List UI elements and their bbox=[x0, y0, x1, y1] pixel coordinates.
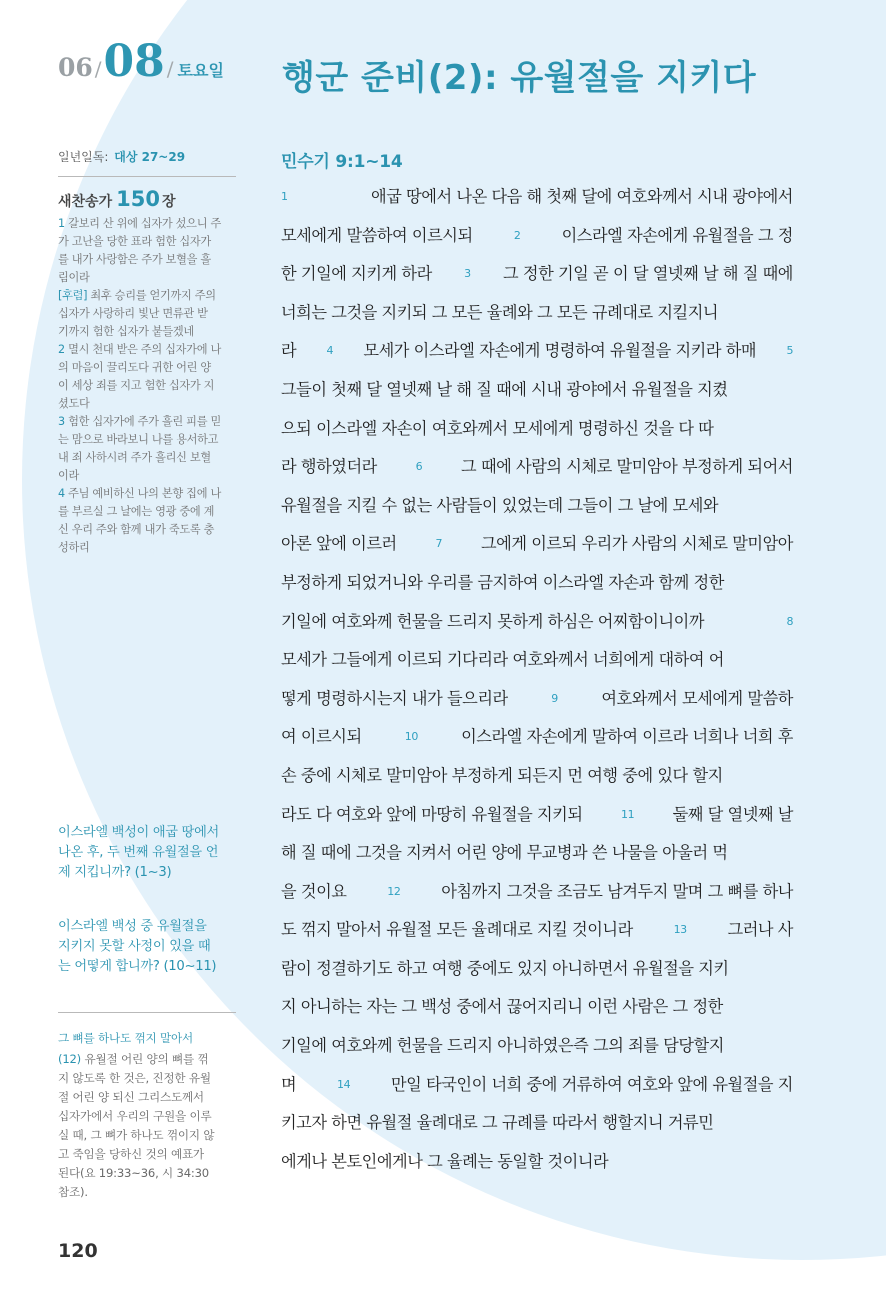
note-body-line: 절 어린 양 되신 그리스도께서 bbox=[58, 1090, 204, 1104]
hymn-line bbox=[58, 215, 236, 233]
hymn-line bbox=[58, 395, 236, 413]
scripture-line bbox=[281, 603, 793, 642]
annual-reading bbox=[58, 148, 236, 177]
page-number: 120 bbox=[58, 1240, 98, 1262]
scripture-text: 라도 다 여호와 앞에 마땅히 유월절을 지키되 bbox=[281, 804, 588, 824]
scripture-text: 그러나 사 bbox=[722, 920, 793, 940]
note-body-line: 된다(요 19:33~36, 시 34:30 bbox=[58, 1166, 209, 1180]
hymn-line bbox=[58, 323, 236, 341]
note-heading-line: (12) bbox=[58, 1052, 81, 1066]
scripture-line bbox=[281, 410, 793, 449]
verse-number: 11 bbox=[621, 807, 635, 821]
scripture-text: 에게나 본토인에게나 그 율례는 동일할 것이니라 bbox=[281, 1151, 609, 1171]
hymn-line-text: 십자가 사랑하리 빛난 면류관 받 bbox=[58, 307, 208, 320]
hymn-line-text: 성하리 bbox=[58, 541, 90, 554]
hymn-line-text: 최후 승리를 얻기까지 주의 bbox=[87, 289, 216, 302]
scripture-line bbox=[281, 988, 793, 1027]
scripture-text: 모세에게 말씀하여 이르시되 bbox=[281, 225, 478, 245]
scripture-line bbox=[281, 680, 793, 719]
note-body-line: 실 때, 그 뼈가 하나도 꺾이지 않 bbox=[58, 1128, 215, 1142]
scripture-line bbox=[281, 718, 793, 757]
hymn-line bbox=[58, 377, 236, 395]
hymn-line bbox=[58, 341, 236, 359]
hymn-number: 150 bbox=[116, 187, 160, 211]
hymn-line-text: 이 세상 죄를 지고 험한 십자가 지 bbox=[58, 379, 215, 392]
hymn-heading bbox=[58, 187, 236, 211]
scripture-line bbox=[281, 371, 793, 410]
verse-number: 8 bbox=[786, 614, 793, 628]
scripture-line bbox=[281, 1027, 793, 1066]
question-line: 제 지킵니까? (1~3) bbox=[58, 865, 172, 880]
date-month: 06 bbox=[58, 53, 93, 82]
note-body-line: 참조). bbox=[58, 1185, 88, 1199]
scripture-text: 기일에 여호와께 헌물을 드리지 못하게 하심은 어찌함이니이까 bbox=[281, 611, 709, 631]
scripture-line bbox=[281, 487, 793, 526]
date-weekday: 토요일 bbox=[177, 61, 224, 80]
scripture-text: 한 기일에 지키게 하라 bbox=[281, 264, 437, 284]
page-title: 행군 준비(2): 유월절을 지키다 bbox=[282, 58, 757, 98]
hymn-line-text: 셨도다 bbox=[58, 397, 90, 410]
annual-reading-label: 일년일독: bbox=[58, 150, 109, 164]
scripture-text: 그 때에 사람의 시체로 말미암아 부정하게 되어서 bbox=[456, 457, 793, 477]
hymn-line bbox=[58, 449, 236, 467]
hymn-line bbox=[58, 431, 236, 449]
scripture-text: 라 행하였더라 bbox=[281, 457, 382, 477]
hymn-verse-number: [후렴] bbox=[58, 289, 88, 302]
hymn-line-text: 주님 예비하신 나의 본향 집에 나 bbox=[64, 487, 221, 500]
verse-number: 3 bbox=[464, 267, 471, 281]
scripture-line bbox=[281, 564, 793, 603]
sidebar bbox=[58, 148, 236, 557]
scripture-line bbox=[281, 1104, 793, 1143]
question-1 bbox=[58, 823, 238, 883]
hymn-line-text: 갈보리 산 위에 십자가 섰으니 주 bbox=[64, 217, 221, 230]
hymn-line-text: 를 부르실 그 날에는 영광 중에 계 bbox=[58, 505, 215, 518]
hymn-line-text: 이라 bbox=[58, 469, 80, 482]
scripture-text: 라 bbox=[281, 341, 301, 361]
scripture-text: 람이 정결하기도 하고 여행 중에도 있지 아니하면서 유월절을 지키 bbox=[281, 958, 729, 978]
note-body-line: 십자가에서 우리의 구원을 이루 bbox=[58, 1109, 212, 1123]
scripture-text: 유월절을 지킬 수 없는 사람들이 있었는데 그들이 그 날에 모세와 bbox=[281, 495, 719, 515]
scripture-text: 그들이 첫째 달 열넷째 날 해 질 때에 시내 광야에서 유월절을 지켰 bbox=[281, 379, 728, 399]
verse-number: 12 bbox=[387, 884, 401, 898]
scripture-text: 아침까지 그것을 조금도 남겨두지 말며 그 뼈를 하나 bbox=[436, 881, 793, 901]
note-body-line: 고 죽임을 당하신 것의 예표가 bbox=[58, 1147, 204, 1161]
scripture-line bbox=[281, 873, 793, 912]
note-body-line: 유월절 어린 양의 뼈를 꺾 bbox=[81, 1052, 209, 1066]
scripture-text: 만일 타국인이 너희 중에 거류하여 여호와 앞에 유월절을 지 bbox=[386, 1074, 793, 1094]
hymn-line bbox=[58, 287, 236, 305]
hymn-suffix: 장 bbox=[161, 194, 176, 210]
commentary-text bbox=[58, 1029, 236, 1202]
scripture-text: 을 것이요 bbox=[281, 881, 352, 901]
scripture-line bbox=[281, 255, 793, 294]
hymn-line bbox=[58, 269, 236, 287]
hymn-verse-number: 2 bbox=[58, 343, 65, 356]
hymn-line bbox=[58, 539, 236, 557]
hymn-verse-number: 4 bbox=[58, 487, 65, 500]
hymn-line-text: 기까지 험한 십자가 붙들겠네 bbox=[58, 325, 194, 338]
date-slash: / bbox=[94, 57, 102, 81]
hymn-verse-number: 3 bbox=[58, 415, 65, 428]
scripture-text: 둘째 달 열넷째 날 bbox=[667, 804, 793, 824]
scripture-line bbox=[281, 834, 793, 873]
scripture-body bbox=[281, 178, 793, 1181]
scripture-text: 며 bbox=[281, 1074, 301, 1094]
scripture-text: 아론 앞에 이르러 bbox=[281, 534, 402, 554]
scripture-text: 이스라엘 자손에게 유월절을 그 정 bbox=[556, 225, 793, 245]
scripture-line bbox=[281, 178, 793, 217]
note-heading-line: 그 뼈를 하나도 꺾지 말아서 bbox=[58, 1031, 193, 1045]
scripture-text: 으되 이스라엘 자손이 여호와께서 모세에게 명령하신 것을 다 따 bbox=[281, 418, 714, 438]
scripture-line bbox=[281, 525, 793, 564]
verse-number: 9 bbox=[551, 691, 558, 705]
scripture-line bbox=[281, 796, 793, 835]
hymn-line-text: 는 맘으로 바라보니 나를 용서하고 bbox=[58, 433, 219, 446]
date-slash: / bbox=[166, 57, 174, 81]
scripture-line bbox=[281, 217, 793, 256]
hymn-label: 새찬송가 bbox=[58, 194, 113, 210]
hymn-line-text: 험한 십자가에 주가 흘린 피를 믿 bbox=[64, 415, 221, 428]
scripture-text: 애굽 땅에서 나온 다음 해 첫째 달에 여호와께서 시내 광야에서 bbox=[366, 187, 793, 206]
verse-number: 5 bbox=[786, 344, 793, 358]
question-line: 이스라엘 백성이 애굽 땅에서 bbox=[58, 825, 219, 840]
hymn-line bbox=[58, 467, 236, 485]
hymn-line bbox=[58, 485, 236, 503]
scripture-text: 손 중에 시체로 말미암아 부정하게 되든지 먼 여행 중에 있다 할지 bbox=[281, 765, 723, 785]
scripture-reference: 민수기 9:1~14 bbox=[281, 152, 403, 172]
hymn-line bbox=[58, 359, 236, 377]
scripture-line bbox=[281, 950, 793, 989]
question-line: 는 어떻게 합니까? (10~11) bbox=[58, 959, 217, 974]
scripture-text: 그 정한 기일 곧 이 달 열넷째 날 해 질 때에 bbox=[498, 264, 793, 284]
scripture-line bbox=[281, 1143, 793, 1182]
scripture-text: 해 질 때에 그것을 지켜서 어린 양에 무교병과 쓴 나물을 아울러 먹 bbox=[281, 843, 728, 863]
scripture-text: 이스라엘 자손에게 말하여 이르라 너희나 너희 후 bbox=[456, 727, 793, 747]
hymn-line-text: 멸시 천대 받은 주의 십자가에 나 bbox=[64, 343, 221, 356]
verse-number: 13 bbox=[673, 923, 687, 937]
hymn-line-text: 내 죄 사하시려 주가 흘리신 보혈 bbox=[58, 451, 211, 464]
verse-number: 7 bbox=[435, 537, 443, 551]
scripture-text: 그에게 이르되 우리가 사람의 시체로 말미암아 bbox=[476, 534, 793, 554]
date-header bbox=[58, 36, 224, 87]
hymn-line-text: 가 고난을 당한 표라 험한 십자가 bbox=[58, 235, 211, 248]
scripture-text: 키고자 하면 유월절 율례대로 그 규례를 따라서 행할지니 거류민 bbox=[281, 1113, 714, 1133]
annual-reading-ref: 대상 27~29 bbox=[114, 150, 186, 164]
verse-number: 2 bbox=[513, 228, 521, 242]
hymn-line bbox=[58, 521, 236, 539]
scripture-text: 모세가 그들에게 이르되 기다리라 여호와께서 너희에게 대하여 어 bbox=[281, 650, 724, 670]
scripture-line bbox=[281, 1066, 793, 1105]
hymn-lyrics bbox=[58, 215, 236, 557]
scripture-text: 여호와께서 모세에게 말씀하 bbox=[596, 688, 793, 708]
scripture-text: 부정하게 되었거니와 우리를 금지하여 이스라엘 자손과 함께 정한 bbox=[281, 572, 724, 592]
scripture-text: 떻게 명령하시는지 내가 들으리라 bbox=[281, 688, 513, 708]
hymn-line bbox=[58, 413, 236, 431]
note-body-line: 지 않도록 한 것은, 진정한 유월 bbox=[58, 1071, 211, 1085]
hymn-line-text: 신 우리 주와 함께 내가 죽도록 충 bbox=[58, 523, 215, 536]
scripture-text: 여 이르시되 bbox=[281, 727, 367, 747]
verse-number: 1 bbox=[281, 190, 288, 203]
verse-number: 14 bbox=[337, 1077, 351, 1091]
scripture-line bbox=[281, 448, 793, 487]
hymn-line bbox=[58, 305, 236, 323]
scripture-text: 모세가 이스라엘 자손에게 명령하여 유월절을 지키라 하매 bbox=[358, 341, 761, 361]
question-line: 지키지 못할 사정이 있을 때 bbox=[58, 939, 211, 954]
scripture-line bbox=[281, 641, 793, 680]
hymn-line-text: 의 마음이 끌리도다 귀한 어린 양 bbox=[58, 361, 211, 374]
scripture-line bbox=[281, 911, 793, 950]
hymn-verse-number: 1 bbox=[58, 217, 65, 230]
hymn-line bbox=[58, 251, 236, 269]
question-2 bbox=[58, 917, 238, 977]
scripture-line bbox=[281, 757, 793, 796]
scripture-line bbox=[281, 294, 793, 333]
verse-number: 4 bbox=[326, 344, 334, 358]
scripture-line bbox=[281, 332, 793, 371]
scripture-text: 너희는 그것을 지키되 그 모든 율례와 그 모든 규례대로 지킬지니 bbox=[281, 302, 719, 322]
hymn-line-text: 를 내가 사랑함은 주가 보혈을 흘 bbox=[58, 253, 211, 266]
question-line: 이스라엘 백성 중 유월절을 bbox=[58, 919, 207, 934]
commentary-note bbox=[58, 1012, 236, 1202]
hymn-line bbox=[58, 233, 236, 251]
scripture-text: 기일에 여호와께 헌물을 드리지 아니하였은즉 그의 죄를 담당할지 bbox=[281, 1036, 724, 1056]
question-line: 나온 후, 두 번째 유월절을 언 bbox=[58, 845, 219, 860]
verse-number: 6 bbox=[415, 460, 423, 474]
date-day: 08 bbox=[103, 36, 165, 87]
scripture-text: 도 꺾지 말아서 유월절 모든 율례대로 지킬 것이니라 bbox=[281, 920, 638, 940]
hymn-line bbox=[58, 503, 236, 521]
scripture-text: 지 아니하는 자는 그 백성 중에서 끊어지리니 이런 사람은 그 정한 bbox=[281, 997, 723, 1017]
hymn-line-text: 림이라 bbox=[58, 271, 90, 284]
verse-number: 10 bbox=[404, 730, 418, 744]
